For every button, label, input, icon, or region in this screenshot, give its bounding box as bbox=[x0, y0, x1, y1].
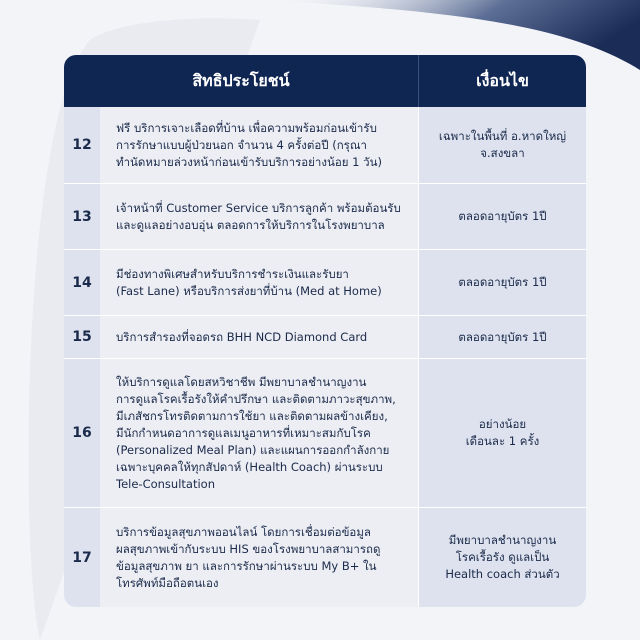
benefits-table bbox=[64, 55, 586, 607]
row-number: 12 bbox=[64, 107, 100, 184]
benefit-text: บริการสำรองที่จอดรถ BHH NCD Diamond Card bbox=[100, 316, 418, 359]
row-number: 17 bbox=[64, 508, 100, 607]
benefit-text: ให้บริการดูแลโดยสหวิชาชีพ มีพยาบาลชำนาญงาน การดูแลโรคเรื้อรังให้คำปรึกษา และติดตามภาวะสุขภาพ, มีเภสัชกรโทรติดตามการใช้ยา และติดตามผลข้างเคียง, มีนักกำหนดอาการดูแลเมนูอาหารที่เหมาะสมกับโรค (Personalized Meal Plan) และแผนการออกกำลังกาย เฉพาะบุคคลให้ทุกสัปดาห์ (Health Coach) ผ่านระบบ Tele-Consultation bbox=[100, 359, 418, 508]
benefit-text: เจ้าหน้าที่ Customer Service บริการลูกค้า พร้อมต้อนรับ และดูแลอย่างอบอุ่น ตลอดการให้บริการในโรงพยาบาล bbox=[100, 184, 418, 250]
benefit-column-header: สิทธิประโยชน์ bbox=[64, 55, 418, 107]
benefit-text: ฟรี บริการเจาะเลือดที่บ้าน เพื่อความพร้อมก่อนเข้ารับ การรักษาแบบผู้ป่วยนอก จำนวน 4 ครั้งต่อปี (กรุณา ทำนัดหมายล่วงหน้าก่อนเข้ารับบริการอย่างน้อย 1 วัน) bbox=[100, 107, 418, 184]
condition-column-header: เงื่อนไข bbox=[418, 55, 586, 107]
row-number: 16 bbox=[64, 359, 100, 508]
condition-text: ตลอดอายุบัตร 1ปี bbox=[418, 184, 586, 250]
condition-text: ตลอดอายุบัตร 1ปี bbox=[418, 250, 586, 316]
condition-text: มีพยาบาลชำนาญงาน โรคเรื้อรัง ดูแลเป็น Health coach ส่วนตัว bbox=[418, 508, 586, 607]
row-number: 14 bbox=[64, 250, 100, 316]
condition-text: ตลอดอายุบัตร 1ปี bbox=[418, 316, 586, 359]
condition-text: เฉพาะในพื้นที่ อ.หาดใหญ่ จ.สงขลา bbox=[418, 107, 586, 184]
row-number: 13 bbox=[64, 184, 100, 250]
condition-text: อย่างน้อย เดือนละ 1 ครั้ง bbox=[418, 359, 586, 508]
row-number: 15 bbox=[64, 316, 100, 359]
benefit-text: บริการข้อมูลสุขภาพออนไลน์ โดยการเชื่อมต่อข้อมูล ผลสุขภาพเข้ากับระบบ HIS ของโรงพยาบาลสามารถดู ข้อมูลสุขภาพ ยา และการรักษาผ่านระบบ My B+ ใน โทรศัพท์มือถือตนเอง bbox=[100, 508, 418, 607]
benefit-text: มีช่องทางพิเศษสำหรับบริการชำระเงินและรับยา (Fast Lane) หรือบริการส่งยาที่บ้าน (Med at Home) bbox=[100, 250, 418, 316]
